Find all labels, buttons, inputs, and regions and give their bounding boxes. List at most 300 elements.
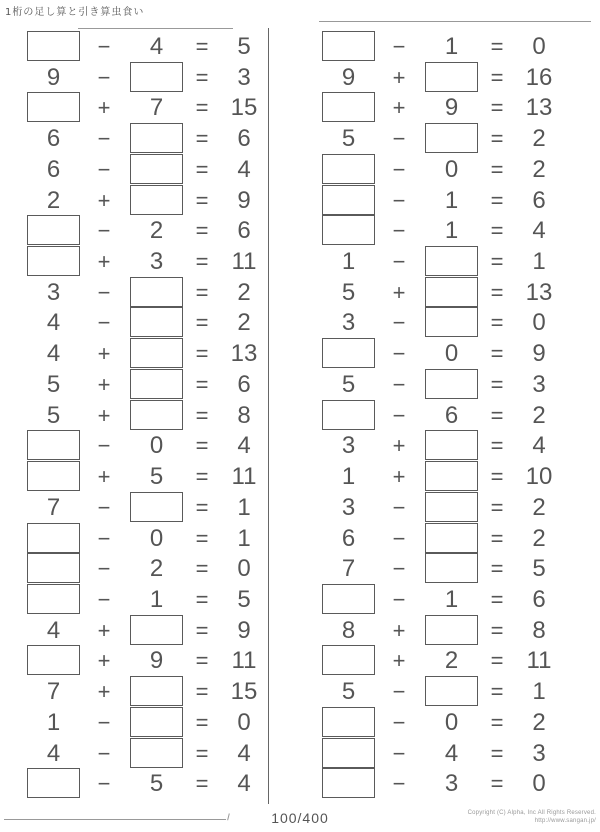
result-value: 4: [237, 432, 251, 460]
operand-1: 8: [341, 616, 356, 644]
operator-sign: −: [392, 371, 406, 397]
operand-1: 3: [341, 432, 356, 460]
problem-row: [295, 738, 565, 769]
operand-1: 5: [46, 370, 61, 398]
answer-box[interactable]: [130, 154, 183, 184]
problem-row: [0, 154, 270, 185]
result-value: 0: [532, 33, 546, 60]
equals-sign: =: [490, 464, 504, 490]
result-value: 15: [230, 678, 258, 706]
result-value: 13: [525, 94, 553, 122]
result-value: 11: [231, 647, 257, 675]
answer-box[interactable]: [425, 615, 478, 645]
result-value: 0: [532, 309, 546, 337]
answer-box[interactable]: [130, 369, 183, 399]
result-value: 4: [237, 155, 251, 183]
copyright: [468, 809, 596, 825]
operator-sign: −: [97, 709, 111, 735]
operand-2: 1: [444, 33, 459, 60]
operand-1: 6: [341, 524, 356, 552]
problem-row: [295, 185, 565, 216]
operand-2: 6: [444, 401, 459, 429]
result-value: 6: [532, 585, 546, 613]
result-value: 5: [237, 585, 251, 613]
result-value: 13: [525, 278, 553, 306]
problem-row: [295, 62, 565, 93]
problem-row: [0, 492, 270, 523]
problem-row: [295, 154, 565, 185]
problem-row: [295, 430, 565, 461]
operator-sign: +: [97, 617, 111, 643]
equals-sign: =: [490, 95, 504, 121]
operand-1: 4: [46, 309, 61, 337]
answer-box[interactable]: [322, 154, 375, 184]
operand-1: 3: [341, 493, 356, 521]
equals-sign: =: [195, 187, 209, 213]
operand-1: 2: [46, 186, 61, 214]
operand-2: 0: [444, 708, 459, 736]
operand-2: 2: [149, 217, 164, 245]
problem-row: [295, 123, 565, 154]
operator-sign: −: [97, 494, 111, 520]
result-value: 0: [237, 555, 251, 583]
answer-box[interactable]: [322, 707, 375, 737]
problem-row: [295, 246, 565, 277]
answer-box[interactable]: [130, 185, 183, 215]
problem-row: [0, 430, 270, 461]
operator-sign: −: [392, 709, 406, 735]
equals-sign: =: [195, 279, 209, 305]
answer-box[interactable]: [425, 246, 478, 276]
operand-2: 9: [444, 94, 459, 122]
answer-box[interactable]: [27, 31, 80, 61]
result-value: 3: [532, 739, 546, 767]
copyright-url: http://www.sangan.jp/: [534, 818, 596, 824]
operator-sign: −: [392, 556, 406, 582]
result-value: 9: [532, 340, 546, 368]
operator-sign: −: [392, 34, 406, 59]
answer-box[interactable]: [27, 92, 80, 122]
answer-box[interactable]: [27, 461, 80, 491]
result-value: 2: [532, 401, 546, 429]
problem-row: [295, 400, 565, 431]
problem-row: [295, 215, 565, 246]
answer-box[interactable]: [130, 307, 183, 337]
operator-sign: −: [97, 126, 111, 152]
problem-row: [295, 492, 565, 523]
answer-box[interactable]: [425, 62, 478, 92]
operator-sign: −: [97, 156, 111, 182]
result-value: 8: [532, 616, 546, 644]
problem-row: [0, 584, 270, 615]
operator-sign: −: [392, 494, 406, 520]
result-value: 1: [532, 248, 546, 276]
answer-box[interactable]: [425, 430, 478, 460]
result-value: 11: [526, 647, 552, 675]
result-value: 6: [237, 370, 251, 398]
operand-1: 9: [46, 63, 61, 91]
problem-row: [0, 676, 270, 707]
operand-1: 5: [46, 401, 61, 429]
operand-1: 4: [46, 340, 61, 368]
operand-1: 4: [46, 739, 61, 767]
answer-box[interactable]: [130, 707, 183, 737]
operand-2: 4: [444, 739, 459, 767]
problem-column-left: [0, 0, 270, 832]
equals-sign: =: [490, 341, 504, 367]
equals-sign: =: [195, 679, 209, 705]
problem-row: [0, 738, 270, 769]
answer-box[interactable]: [322, 400, 375, 430]
equals-sign: =: [195, 218, 209, 244]
operand-2: 2: [149, 555, 164, 583]
equals-sign: =: [195, 64, 209, 90]
result-value: 0: [237, 708, 251, 736]
operator-sign: −: [392, 126, 406, 152]
equals-sign: =: [195, 95, 209, 121]
equals-sign: =: [490, 249, 504, 275]
answer-box[interactable]: [425, 676, 478, 706]
problem-row: [295, 369, 565, 400]
problem-row: [295, 768, 565, 799]
problem-row: [0, 123, 270, 154]
answer-box[interactable]: [322, 645, 375, 675]
answer-box[interactable]: [322, 185, 375, 215]
equals-sign: =: [195, 402, 209, 428]
equals-sign: =: [490, 556, 504, 582]
operator-sign: −: [97, 34, 111, 59]
equals-sign: =: [490, 494, 504, 520]
answer-box[interactable]: [130, 277, 183, 307]
operator-sign: +: [392, 464, 406, 490]
operand-1: 5: [341, 678, 356, 706]
operand-2: 3: [444, 770, 459, 798]
problem-row: [295, 31, 565, 62]
equals-sign: =: [490, 402, 504, 428]
answer-box[interactable]: [130, 400, 183, 430]
problem-row: [0, 707, 270, 738]
answer-box[interactable]: [27, 246, 80, 276]
equals-sign: =: [490, 709, 504, 735]
footer-rule: [4, 819, 226, 820]
result-value: 8: [237, 401, 251, 429]
problem-row: [295, 676, 565, 707]
operand-1: 7: [341, 555, 356, 583]
operator-sign: +: [392, 617, 406, 643]
answer-box[interactable]: [130, 123, 183, 153]
problem-row: [295, 707, 565, 738]
operand-2: 0: [149, 524, 164, 552]
problem-row: [295, 615, 565, 646]
operator-sign: +: [97, 371, 111, 397]
result-value: 6: [237, 125, 251, 153]
operand-1: 9: [341, 63, 356, 91]
operator-sign: −: [392, 679, 406, 705]
operand-2: 1: [149, 585, 164, 613]
operator-sign: −: [392, 310, 406, 336]
problem-row: [295, 277, 565, 308]
answer-box[interactable]: [130, 338, 183, 368]
result-value: 16: [525, 63, 553, 91]
equals-sign: =: [490, 648, 504, 674]
answer-box[interactable]: [322, 31, 375, 61]
operator-sign: −: [97, 556, 111, 582]
problem-row: [0, 768, 270, 799]
page-indicator: 100/400: [271, 810, 329, 826]
answer-box[interactable]: [27, 584, 80, 614]
answer-box[interactable]: [130, 676, 183, 706]
equals-sign: =: [195, 249, 209, 275]
problem-row: [0, 400, 270, 431]
problem-row: [295, 307, 565, 338]
problem-row: [0, 615, 270, 646]
equals-sign: =: [490, 586, 504, 612]
equals-sign: =: [490, 433, 504, 459]
operand-2: 5: [149, 463, 164, 491]
problem-row: [0, 523, 270, 554]
equals-sign: =: [195, 648, 209, 674]
operator-sign: +: [392, 64, 406, 90]
problem-row: [295, 92, 565, 123]
problem-row: [295, 338, 565, 369]
equals-sign: =: [490, 126, 504, 152]
equals-sign: =: [195, 617, 209, 643]
result-value: 3: [237, 63, 251, 91]
equals-sign: =: [490, 771, 504, 797]
answer-box[interactable]: [322, 338, 375, 368]
problem-row: [295, 523, 565, 554]
operand-1: 6: [46, 155, 61, 183]
problem-column-right: [295, 0, 565, 832]
operand-1: 7: [46, 493, 61, 521]
result-value: 4: [237, 739, 251, 767]
equals-sign: =: [195, 586, 209, 612]
problem-row: [0, 62, 270, 93]
result-value: 9: [237, 186, 251, 214]
worksheet-title: 1桁の足し算と引き算虫食い: [5, 7, 145, 18]
operand-1: 5: [341, 370, 356, 398]
answer-box[interactable]: [130, 738, 183, 768]
operator-sign: −: [392, 525, 406, 551]
equals-sign: =: [490, 64, 504, 90]
problem-row: [0, 31, 270, 62]
operator-sign: −: [97, 279, 111, 305]
result-value: 2: [237, 278, 251, 306]
operator-sign: −: [392, 156, 406, 182]
operand-2: 1: [444, 217, 459, 245]
equals-sign: =: [490, 279, 504, 305]
result-value: 3: [532, 370, 546, 398]
problem-row: [0, 92, 270, 123]
operand-2: 7: [149, 94, 164, 122]
operand-2: 0: [149, 432, 164, 460]
operand-2: 5: [149, 770, 164, 798]
answer-box[interactable]: [27, 553, 80, 583]
answer-box[interactable]: [322, 584, 375, 614]
operator-sign: −: [392, 341, 406, 367]
problem-row: [295, 461, 565, 492]
result-value: 13: [230, 340, 258, 368]
answer-box[interactable]: [27, 215, 80, 245]
operand-1: 5: [341, 278, 356, 306]
problem-row: [295, 645, 565, 676]
result-value: 6: [237, 217, 251, 245]
operator-sign: +: [97, 341, 111, 367]
equals-sign: =: [490, 156, 504, 182]
operand-2: 2: [444, 647, 459, 675]
equals-sign: =: [490, 187, 504, 213]
copyright-text: Copyright (C) Alpha, Inc All Rights Reserved.: [467, 810, 596, 816]
result-value: 2: [532, 524, 546, 552]
result-value: 2: [532, 155, 546, 183]
operand-2: 4: [149, 33, 164, 60]
problem-row: [0, 645, 270, 676]
operator-sign: +: [392, 279, 406, 305]
operand-2: 3: [149, 248, 164, 276]
answer-box[interactable]: [425, 492, 478, 522]
answer-box[interactable]: [27, 430, 80, 460]
operand-1: 1: [46, 708, 61, 736]
operator-sign: −: [97, 310, 111, 336]
result-value: 6: [532, 186, 546, 214]
operator-sign: −: [97, 64, 111, 90]
result-value: 2: [532, 125, 546, 153]
operator-sign: +: [97, 679, 111, 705]
operand-1: 1: [341, 248, 356, 276]
operand-1: 7: [46, 678, 61, 706]
answer-box[interactable]: [27, 523, 80, 553]
equals-sign: =: [195, 525, 209, 551]
problem-row: [0, 338, 270, 369]
result-value: 1: [532, 678, 546, 706]
problem-row: [0, 307, 270, 338]
answer-box[interactable]: [322, 738, 375, 768]
equals-sign: =: [195, 156, 209, 182]
equals-sign: =: [490, 310, 504, 336]
operand-2: 9: [149, 647, 164, 675]
result-value: 10: [525, 463, 553, 491]
operand-1: 6: [46, 125, 61, 153]
result-value: 0: [532, 770, 546, 798]
result-value: 2: [532, 708, 546, 736]
operator-sign: −: [97, 740, 111, 766]
result-value: 11: [231, 248, 257, 276]
answer-box[interactable]: [425, 553, 478, 583]
equals-sign: =: [490, 617, 504, 643]
operand-1: 3: [46, 278, 61, 306]
result-value: 1: [237, 493, 251, 521]
answer-box[interactable]: [27, 768, 80, 798]
equals-sign: =: [490, 34, 504, 59]
problem-row: [0, 215, 270, 246]
equals-sign: =: [195, 464, 209, 490]
result-value: 4: [237, 770, 251, 798]
problem-row: [295, 553, 565, 584]
equals-sign: =: [195, 310, 209, 336]
operator-sign: −: [392, 586, 406, 612]
answer-box[interactable]: [27, 645, 80, 675]
answer-box[interactable]: [425, 369, 478, 399]
operand-2: 1: [444, 186, 459, 214]
operand-2: 1: [444, 585, 459, 613]
operand-2: 0: [444, 155, 459, 183]
equals-sign: =: [195, 371, 209, 397]
operator-sign: −: [97, 771, 111, 797]
operand-1: 1: [341, 463, 356, 491]
equals-sign: =: [490, 679, 504, 705]
result-value: 5: [237, 33, 251, 60]
result-value: 4: [532, 432, 546, 460]
equals-sign: =: [195, 34, 209, 59]
operand-1: 3: [341, 309, 356, 337]
operator-sign: −: [97, 218, 111, 244]
equals-sign: =: [490, 740, 504, 766]
result-value: 4: [532, 217, 546, 245]
result-value: 11: [231, 463, 257, 491]
equals-sign: =: [195, 494, 209, 520]
operator-sign: +: [97, 249, 111, 275]
result-value: 5: [532, 555, 546, 583]
problem-row: [0, 246, 270, 277]
operator-sign: −: [392, 740, 406, 766]
equals-sign: =: [195, 341, 209, 367]
problem-row: [0, 461, 270, 492]
answer-box[interactable]: [130, 62, 183, 92]
answer-box[interactable]: [130, 615, 183, 645]
operator-sign: −: [392, 771, 406, 797]
equals-sign: =: [195, 433, 209, 459]
equals-sign: =: [490, 218, 504, 244]
answer-box[interactable]: [425, 277, 478, 307]
answer-box[interactable]: [425, 461, 478, 491]
result-value: 1: [237, 524, 251, 552]
answer-box[interactable]: [322, 768, 375, 798]
answer-box[interactable]: [322, 215, 375, 245]
operator-sign: −: [392, 218, 406, 244]
equals-sign: =: [195, 709, 209, 735]
equals-sign: =: [490, 371, 504, 397]
problem-row: [295, 584, 565, 615]
problem-row: [0, 185, 270, 216]
result-value: 2: [532, 493, 546, 521]
answer-box[interactable]: [425, 307, 478, 337]
operand-1: 5: [341, 125, 356, 153]
operator-sign: +: [392, 95, 406, 121]
result-value: 9: [237, 616, 251, 644]
operator-sign: −: [392, 402, 406, 428]
operator-sign: +: [97, 464, 111, 490]
equals-sign: =: [195, 771, 209, 797]
operand-2: 0: [444, 340, 459, 368]
answer-box[interactable]: [425, 523, 478, 553]
operator-sign: −: [392, 249, 406, 275]
answer-box[interactable]: [130, 492, 183, 522]
operator-sign: +: [97, 648, 111, 674]
equals-sign: =: [195, 740, 209, 766]
operator-sign: +: [97, 187, 111, 213]
answer-box[interactable]: [425, 123, 478, 153]
equals-sign: =: [195, 126, 209, 152]
operator-sign: +: [97, 95, 111, 121]
operator-sign: −: [97, 525, 111, 551]
operator-sign: +: [392, 648, 406, 674]
problem-row: [0, 369, 270, 400]
operand-1: 4: [46, 616, 61, 644]
operator-sign: −: [97, 433, 111, 459]
operator-sign: +: [97, 402, 111, 428]
answer-box[interactable]: [322, 92, 375, 122]
result-value: 15: [230, 94, 258, 122]
